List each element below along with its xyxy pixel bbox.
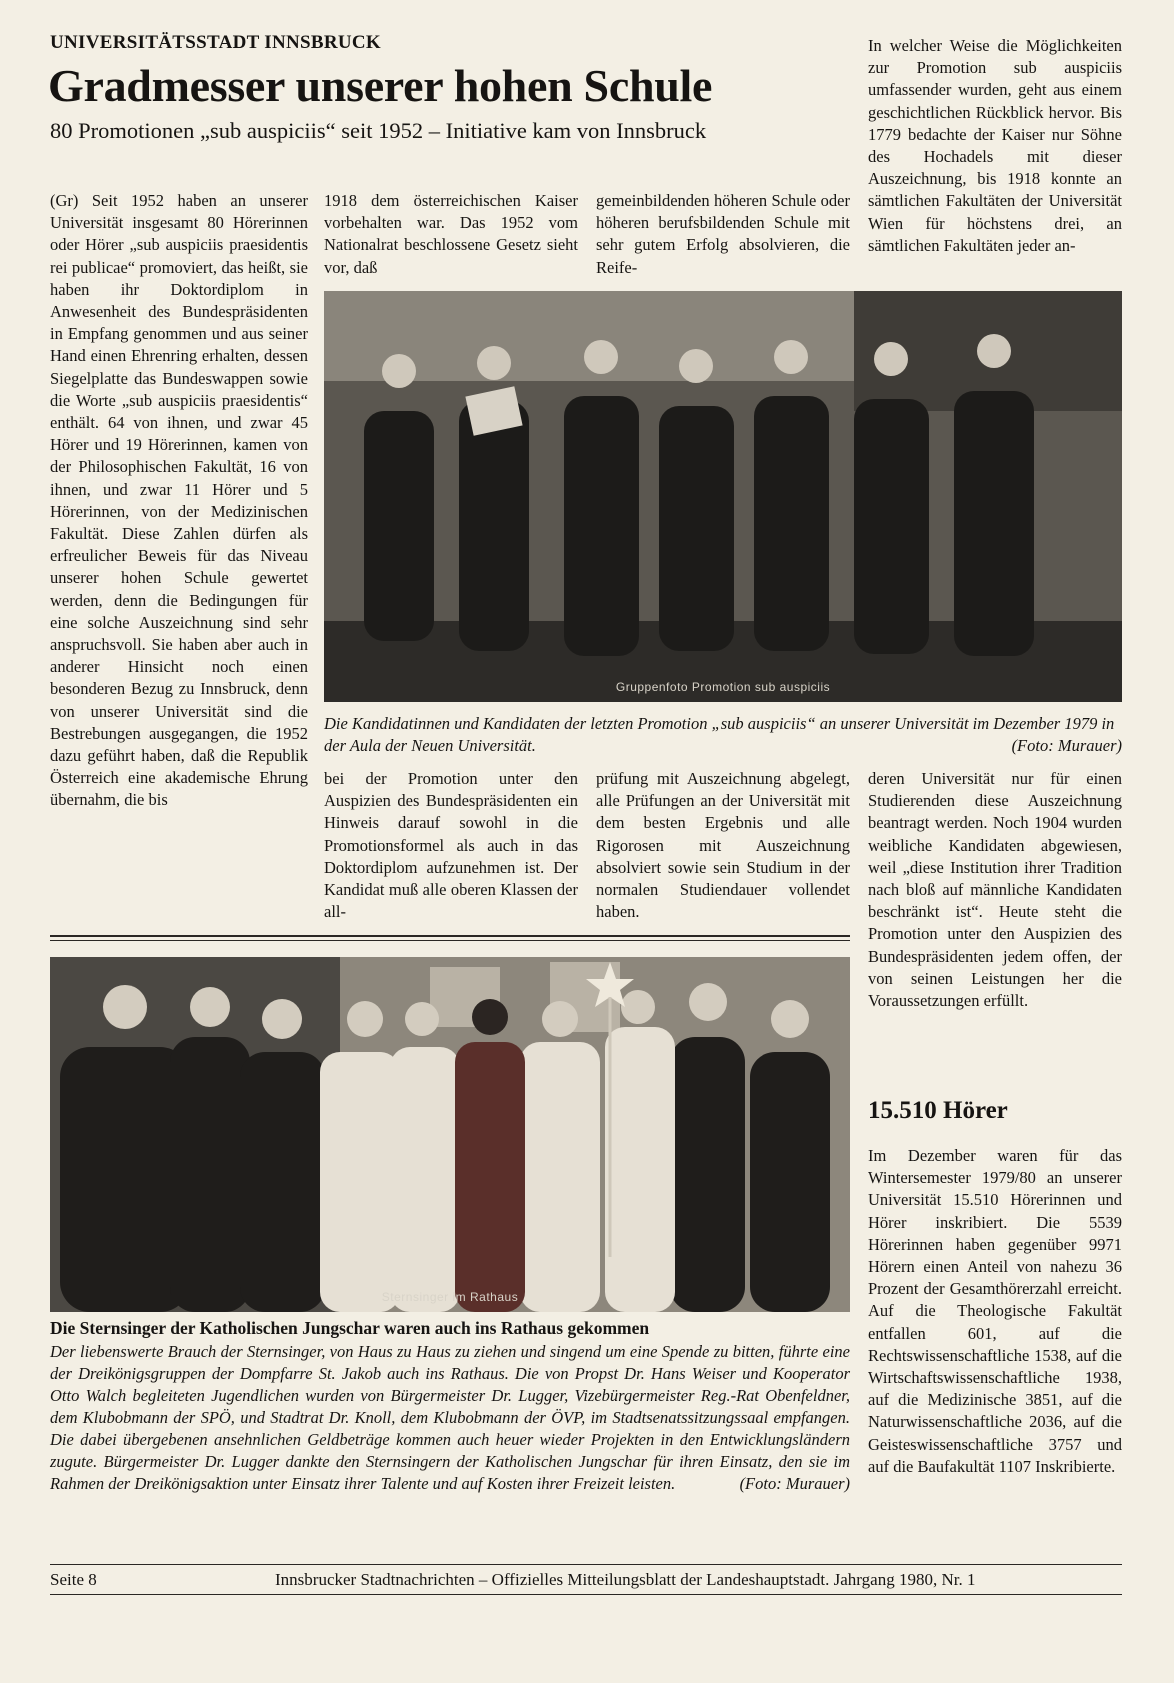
footer-publication: Innsbrucker Stadtnachrichten – Offizielles Mitteilungsblatt der Landeshauptstadt. Jahrgang 1980, Nr. 1 <box>275 1570 976 1589</box>
sternsinger-photo-illustration <box>50 957 850 1312</box>
article-column-1: (Gr) Seit 1952 haben an unserer Universität insgesamt 80 Hörerinnen oder Hörer „sub auspiciis praesidentis rei publicae“ promoviert, das heißt, sie haben ihr Doktordiplom in Anwesenheit des Bundespräsidenten in Empfang genommen und aus seiner Hand einen Ehrenring erhalten, dessen Siegelplatte das Bundeswappen sowie die Worte „sub auspiciis praesidentis“ enthält. 64 von ihnen, und zwar 45 Hörer und 19 Hörerinnen, kamen von der Philosophischen Fakultät, 16 von ihnen, und zwar 11 Hörer und 5 Hörerinnen, von der Medizinischen Fakultät. Diese Zahlen dürfen als erfreulicher Beweis für das Niveau unserer hohen Schule gewertet werden, denn die Bedingungen für eine solche Auszeichnung sind sehr anspruchsvoll. Sie haben aber auch in anderer Hinsicht noch einen besonderen Bezug zu Innsbruck, denn von unserer Universität sind die Bestrebungen ausgegangen, die 1952 dazu geführt haben, daß die Republik Österreich eine akademische Ehrung übernahm, die bis <box>50 191 308 810</box>
graduation-photo-caption <box>324 713 1122 757</box>
article-column-2-top: 1918 dem österreichischen Kaiser vorbehalten war. Das 1952 vom Nationalrat beschlossene Gesetz sieht vor, daß <box>324 191 578 277</box>
footer-page-number: Seite 8 <box>50 1570 97 1589</box>
sternsinger-photo-alt: Sternsinger im Rathaus <box>381 1290 519 1304</box>
section-divider-top <box>50 935 850 937</box>
article-column-4-bottom: deren Universität nur für einen Studierenden diese Auszeichnung beantragt werden. Noch 1904 wurden weibliche Kandidaten abgewiesen, weil „diese Institution ihrer Tradition nach bloß auf männliche Kandidaten beschränkt ist“. Heute steht die Promotion unter den Auspizien des Bundespräsidenten jedem offen, der von seinen Leistungen her die Voraussetzungen erfüllt. <box>868 769 1122 1011</box>
sternsinger-photo <box>50 957 850 1312</box>
graduation-photo-alt: Gruppenfoto Promotion sub auspiciis <box>615 680 831 694</box>
subheadline: 80 Promotionen „sub auspiciis“ seit 1952 – Initiative kam von Innsbruck <box>50 118 707 143</box>
graduation-photo-illustration <box>324 291 1122 702</box>
section-divider-bottom <box>50 940 850 941</box>
sternsinger-caption <box>50 1341 850 1495</box>
article-column-3-top: gemeinbildenden höheren Schule oder höheren berufsbildenden Schule mit sehr gutem Erfolg absolvieren, die Reife- <box>596 191 850 277</box>
article-column-3-bottom: prüfung mit Auszeichnung abgelegt, alle Prüfungen an der Universität mit dem besten Ergebnis und alle Rigorosen mit Auszeichnung absolviert sowie sein Studium in der normalen Studiendauer vollendet haben. <box>596 769 850 922</box>
sternsinger-photo-credit: (Foto: Murauer) <box>739 1474 850 1493</box>
graduation-photo <box>324 291 1122 702</box>
sternsinger-caption-text: Der liebenswerte Brauch der Sternsinger, von Haus zu Haus zu ziehen und singend um eine Spende zu bitten, führte eine der Dreikönigsgruppen der Dompfarre St. Jakob auch ins Rathaus. Die von Propst Dr. Hans Weiser und Kooperator Otto Walch begleiteten Jugendlichen wurden von Bürgermeister Dr. Lugger, Vizebürgermeister Reg.-Rat Obenfeldner, dem Klubobmann der SPÖ, und Stadtrat Dr. Knoll, dem Klubobmann der ÖVP, im Stadtsenatssitzungssaal empfangen. Die dabei übergebenen ansehnlichen Geldbeträge kommen auch heuer wieder Projekten in den Entwicklungsländern zugute. Bürgermeister Dr. Lugger dankte den Sternsingern der Katholischen Jungschar für ihren Einsatz, den sie im Rahmen der Dreikönigsaktion unter Einsatz ihrer Talente und auf Kosten ihrer Freizeit leisten. <box>50 1342 850 1493</box>
kicker: UNIVERSITÄTSSTADT INNSBRUCK <box>50 32 382 53</box>
footer-rule-top <box>50 1564 1122 1565</box>
footer-rule-bottom <box>50 1594 1122 1595</box>
graduation-caption-text: Die Kandidatinnen und Kandidaten der letzten Promotion „sub auspiciis“ an unserer Universität im Dezember 1979 in der Aula der Neuen Universität. <box>324 714 1115 755</box>
sternsinger-caption-title: Die Sternsinger der Katholischen Jungschar waren auch ins Rathaus gekommen <box>50 1318 650 1338</box>
article-column-4-top: In welcher Weise die Möglichkeiten zur Promotion sub auspiciis umfassender wurden, geht aus einem geschichtlichen Rückblick hervor. Bis 1779 bedachte der Kaiser nur Söhne des Hochadels mit dieser Auszeichnung, bis 1918 konnte an sämtlichen Fakultäten der Universität Wien für höchstens drei, an sämtlichen Fakultäten jeder an- <box>868 36 1122 255</box>
sidebar-heading: 15.510 Hörer <box>868 1097 1008 1124</box>
headline: Gradmesser unserer hohen Schule <box>48 60 713 111</box>
graduation-photo-credit: (Foto: Murauer) <box>1011 736 1122 755</box>
article-column-2-bottom: bei der Promotion unter den Auspizien des Bundespräsidenten ein Hinweis darauf sowohl in die Promotionsformel als auch in das Doktordiplom aufzunehmen ist. Der Kandidat muß alle oberen Klassen der all- <box>324 769 578 922</box>
sidebar-text: Im Dezember waren für das Wintersemester 1979/80 an unserer Universität 15.510 Hörerinnen und Hörer inskribiert. Die 5539 Hörerinnen haben gegenüber 9971 Hörern einen Anteil von nahezu 36 Prozent der Gesamthörerzahl erreicht. Auf die Theologische Fakultät entfallen 601, auf die Rechtswissenschaftliche 1538, auf die Wirtschaftswissenschaftliche 1938, auf die Medizinische 3851, auf die Naturwissenschaftliche 2036, auf die Geisteswissenschaftliche 3757 und auf die Baufakultät 1107 Inskribierte. <box>868 1146 1122 1476</box>
